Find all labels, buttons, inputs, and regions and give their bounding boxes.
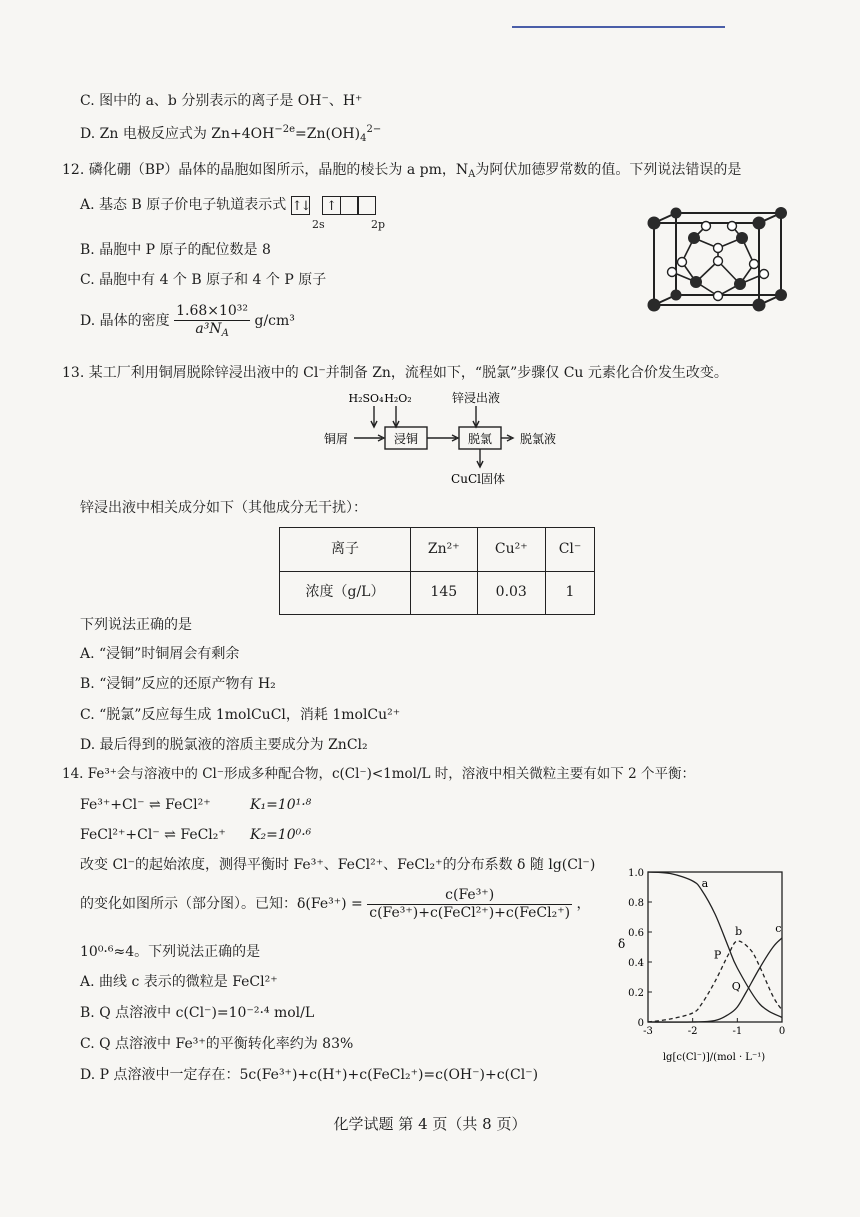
table-cell: Zn²⁺ bbox=[411, 528, 478, 572]
q14-k2: K₂=10⁰·⁶ bbox=[250, 827, 312, 843]
q11-option-c: C. 图中的 a、b 分别表示的离子是 OH⁻、H⁺ bbox=[80, 93, 363, 109]
series-label-b: b bbox=[735, 925, 743, 938]
q13-stem: 13. 某工厂利用铜屑脱除锌浸出液中的 Cl⁻并制备 Zn，流程如下，“脱氯”步骤仅 Cu 元素化合价发生改变。 bbox=[62, 365, 728, 381]
q13-ask: 下列说法正确的是 bbox=[80, 617, 192, 633]
q14-equation-1: Fe³⁺+Cl⁻ ⇌ FeCl²⁺ bbox=[80, 797, 211, 813]
chart-frame bbox=[648, 872, 782, 1022]
q14-option-d: D. P 点溶液中一定存在：5c(Fe³⁺)+c(H⁺)+c(FeCl₂⁺)=c(OH⁻)+c(Cl⁻) bbox=[80, 1067, 539, 1083]
chart-y-tick-label: 1.0 bbox=[628, 868, 644, 879]
page-footer: 化学试题 第 4 页（共 8 页） bbox=[333, 1115, 527, 1133]
distribution-fraction: $\frac{\text{c(Fe³⁺)}}{\text{c(Fe³⁺)+c(FeCl²⁺)+c(FeCl₂⁺)}}$ bbox=[369, 887, 571, 921]
q14-option-c: C. Q 点溶液中 Fe³⁺的平衡转化率约为 83% bbox=[80, 1036, 354, 1052]
table-cell: Cl⁻ bbox=[545, 528, 594, 572]
table-cell: 0.03 bbox=[477, 571, 545, 615]
orbital-2s-label: 2s bbox=[312, 218, 325, 231]
orbital-2p-box: ↑ bbox=[322, 196, 341, 215]
flow-label-cucl: CuCl固体 bbox=[451, 472, 505, 486]
chart-point-label-q: Q bbox=[731, 980, 741, 993]
density-fraction: $\frac{\text{1.68×10³²}}{a^3N_A}$ bbox=[176, 303, 249, 339]
chart-x-axis-label: lg[c(Cl⁻)]/(mol · L⁻¹) bbox=[662, 1052, 766, 1063]
process-flow-diagram bbox=[318, 388, 568, 490]
q13-option-c: C. “脱氯”反应每生成 1molCuCl，消耗 1molCu²⁺ bbox=[80, 707, 401, 723]
orbital-2p-group bbox=[322, 196, 376, 215]
table-cell: 1 bbox=[545, 571, 594, 615]
chart-y-tick-label: 0.8 bbox=[628, 898, 644, 909]
q12-option-b: B. 晶胞中 P 原子的配位数是 8 bbox=[80, 242, 271, 258]
q13-table-intro: 锌浸出液中相关成分如下（其他成分无干扰）： bbox=[80, 500, 367, 516]
q14-option-a: A. 曲线 c 表示的微粒是 FeCl²⁺ bbox=[80, 974, 278, 990]
table-cell: 浓度（g/L） bbox=[280, 571, 411, 615]
table-row bbox=[280, 571, 595, 615]
q14-option-b: B. Q 点溶液中 c(Cl⁻)=10⁻²·⁴ mol/L bbox=[80, 1005, 315, 1021]
chart-y-tick-label: 0 bbox=[637, 1018, 644, 1029]
chart-x-tick-label: -3 bbox=[643, 1026, 653, 1037]
q13-option-d: D. 最后得到的脱氯液的溶质主要成分为 ZnCl₂ bbox=[80, 737, 368, 753]
orbital-2p-box bbox=[340, 196, 359, 215]
q12-option-a: A. 基态 B 原子价电子轨道表示式 ↑↓ ↑ bbox=[80, 196, 376, 215]
q14-line-5: 10⁰·⁶≈4。下列说法正确的是 bbox=[80, 944, 261, 960]
top-edge-line bbox=[512, 26, 725, 28]
q11-option-d: D. Zn 电极反应式为 $Zn+4OH^{-2e}=Zn(OH)_4^{2-}$ bbox=[80, 124, 382, 144]
orbital-diagram bbox=[291, 196, 310, 215]
distribution-chart bbox=[612, 862, 792, 1067]
flow-box-dechlor: 脱氯 bbox=[467, 432, 493, 446]
q12-option-d: D. 晶体的密度 $\frac{\text{1.68×10³²}}{a^3N_A}$ g/cm³ bbox=[80, 303, 295, 339]
chart-x-tick-label: 0 bbox=[778, 1026, 786, 1037]
q14-line-3: 改变 Cl⁻的起始浓度，测得平衡时 Fe³⁺、FeCl²⁺、FeCl₂⁺的分布系数 δ 随 lg(Cl⁻) bbox=[80, 857, 596, 873]
table-cell: 145 bbox=[411, 571, 478, 615]
q12-option-c: C. 晶胞中有 4 个 B 原子和 4 个 P 原子 bbox=[80, 272, 327, 288]
crystal-cell-diagram bbox=[636, 198, 796, 323]
orbital-2p-box bbox=[357, 196, 376, 215]
chart-point-label-p: P bbox=[713, 948, 722, 962]
flow-label-h2so4: H₂SO₄ bbox=[348, 392, 384, 405]
q14-equation-2: FeCl²⁺+Cl⁻ ⇌ FeCl₂⁺ bbox=[80, 827, 226, 843]
table-row bbox=[280, 528, 595, 572]
orbital-2p-label: 2p bbox=[371, 218, 386, 231]
flow-label-h2o2: H₂O₂ bbox=[384, 392, 412, 405]
flow-label-product: 脱氯液 bbox=[519, 432, 557, 446]
chart-x-tick-label: -2 bbox=[687, 1026, 698, 1037]
q13-option-b: B. “浸铜”反应的还原产物有 H₂ bbox=[80, 676, 276, 692]
q12-stem: 12. 磷化硼（BP）晶体的晶胞如图所示，晶胞的棱长为 a pm，$N_A$为阿伏加德罗常数的值。下列说法错误的是 bbox=[62, 162, 742, 180]
q14-stem: 14. Fe³⁺会与溶液中的 Cl⁻形成多种配合物，c(Cl⁻)<1mol/L 时，溶液中相关微粒主要有如下 2 个平衡： bbox=[62, 766, 695, 782]
ion-concentration-table bbox=[279, 527, 595, 615]
table-cell: 离子 bbox=[280, 528, 411, 572]
flow-box-leach: 浸铜 bbox=[393, 432, 419, 446]
chart-x-tick-label: -1 bbox=[732, 1026, 743, 1037]
flow-label-zinc-leach: 锌浸出液 bbox=[451, 391, 501, 405]
q13-option-a: A. “浸铜”时铜屑会有剩余 bbox=[80, 646, 240, 662]
chart-y-tick-label: 0.6 bbox=[628, 928, 644, 939]
chart-y-axis-label: δ bbox=[618, 937, 626, 951]
series-line-a bbox=[648, 872, 782, 1018]
q14-line-4: 的变化如图所示（部分图）。已知：δ(Fe³⁺) = $\frac{\text{c(Fe³⁺)}}{\text{c(Fe³⁺)+c(FeCl²⁺)+c(FeCl₂⁺)}}$ ， bbox=[80, 887, 591, 921]
flow-label-copper-scrap: 铜屑 bbox=[323, 432, 349, 446]
series-label-a: a bbox=[701, 877, 709, 890]
table-cell: Cu²⁺ bbox=[477, 528, 545, 572]
series-label-c: c bbox=[775, 922, 782, 935]
chart-y-tick-label: 0.2 bbox=[628, 988, 644, 999]
chart-y-tick-label: 0.4 bbox=[628, 958, 644, 969]
q14-k1: K₁=10¹·⁸ bbox=[250, 797, 312, 813]
orbital-2s-box: ↑↓ bbox=[291, 196, 310, 215]
